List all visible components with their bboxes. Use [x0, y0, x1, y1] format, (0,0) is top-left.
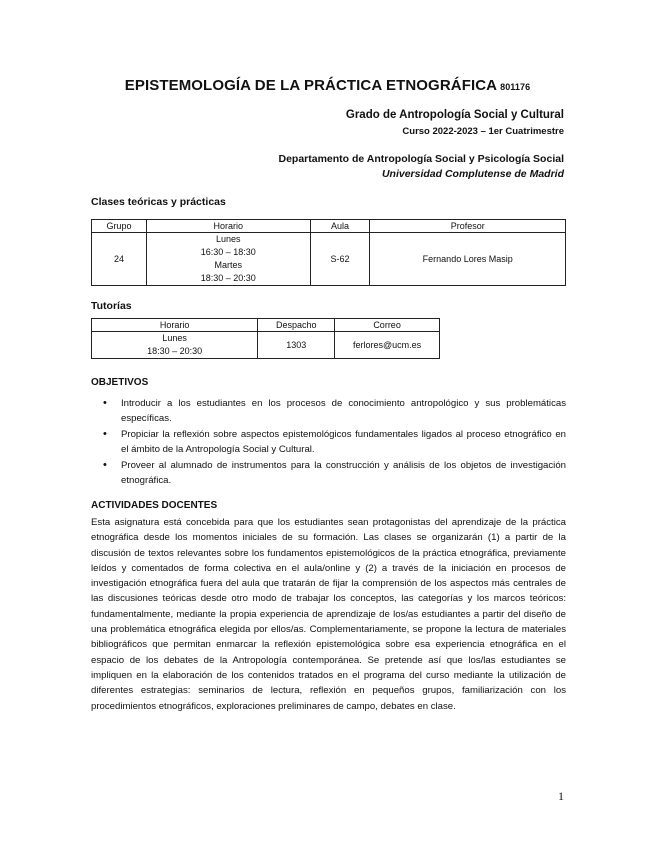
- col-header-grupo: Grupo: [92, 220, 147, 233]
- horario-day-1: Lunes: [215, 234, 241, 244]
- objetivos-list: [91, 396, 566, 489]
- university-name: Universidad Complutense de Madrid: [381, 168, 564, 180]
- col-header-profesor: Profesor: [370, 220, 566, 233]
- tutoria-day: Lunes: [162, 333, 187, 343]
- bullet-icon: •: [103, 428, 107, 440]
- col-header-horario: Horario: [146, 220, 310, 233]
- actividades-heading: ACTIVIDADES DOCENTES: [91, 500, 218, 511]
- cell-profesor: Fernando Lores Masip: [370, 233, 566, 286]
- tutorias-heading: Tutorías: [91, 300, 132, 312]
- horario-day-2: Martes: [214, 260, 242, 270]
- table-header-row: [92, 220, 566, 233]
- list-item: [91, 396, 566, 426]
- cell-horario: [146, 233, 310, 286]
- objetivos-heading: OBJETIVOS: [91, 377, 149, 388]
- course-code: 801176: [500, 82, 531, 92]
- list-item-text: Introducir a los estudiantes en los procesos de conocimiento antropológico y sus problemáticas específicas.: [121, 398, 566, 424]
- table-header-row: [92, 319, 440, 332]
- actividades-paragraph: Esta asignatura está concebida para que los estudiantes sean protagonistas del aprendizaje de la práctica etnográfica desde los momentos iniciales de su formación. Las clases se organizarán (1) a partir de la discusión de textos relevantes sobre los fundamentos epistemológicos de la práctica etnográfica, previamente leídos y comentados de forma colectiva en el aula/online y (2) a través de la iniciación en procesos de investigación etnográfica fuera del aula que tratarán de fijar la comprensión de los aspectos más centrales de las discusiones teóricas desde otro modo de trabajar los conceptos, las categorías y los marcos teóricos: fundamentalmente, mediante la propia experiencia de aprendizaje de los/as estudiantes a partir del diseño de una problemática etnográfica elegida por ellos/as. Complementariamente, se propone la lectura de materiales bibliográficos que permitan enmarcar la reflexión epistemológica sobre esa experiencia etnográfica en el espacio de los debates de la Antropología contemporánea. Se pretende así que los/las estudiantes se impliquen en la elaboración de los contenidos tratados en el programa del curso mediante la utilización de diferentes estrategias: seminarios de lectura, reflexión en pequeños grupos, familiarización con los procedimientos etnográficos, exploraciones preliminares de campo, debates en clase.: [91, 517, 566, 712]
- tutorias-table: [91, 318, 440, 359]
- page-number: 1: [558, 789, 564, 803]
- list-item: [91, 458, 566, 488]
- table-row: [92, 332, 440, 359]
- bullet-icon: •: [103, 459, 107, 471]
- cell-horario: [92, 332, 258, 359]
- col-header-despacho: Despacho: [258, 319, 335, 332]
- table-row: [92, 233, 566, 286]
- list-item-text: Proveer al alumnado de instrumentos para la construcción y análisis de los objetos de investigación etnográfica.: [121, 460, 566, 486]
- degree-name: Grado de Antropología Social y Cultural: [345, 109, 564, 121]
- course-title: EPISTEMOLOGÍA DE LA PRÁCTICA ETNOGRÁFICA: [124, 77, 498, 94]
- clases-heading: Clases teóricas y prácticas: [91, 196, 226, 208]
- cell-correo: ferlores@ucm.es: [335, 332, 440, 359]
- horario-time-2: 18:30 – 20:30: [200, 273, 256, 283]
- cell-despacho: 1303: [258, 332, 335, 359]
- list-item: [91, 427, 566, 457]
- clases-table: [91, 219, 566, 286]
- col-header-correo: Correo: [335, 319, 440, 332]
- tutoria-time: 18:30 – 20:30: [147, 346, 203, 356]
- cell-grupo: 24: [92, 233, 147, 286]
- col-header-horario: Horario: [92, 319, 258, 332]
- list-item-text: Propiciar la reflexión sobre aspectos epistemológicos fundamentales ligados al proceso etnográfico en el ámbito de la Antropología Social y Cultural.: [121, 429, 566, 455]
- bullet-icon: •: [103, 397, 107, 409]
- page-title: [0, 77, 655, 94]
- horario-time-1: 16:30 – 18:30: [200, 247, 256, 257]
- department-name: Departamento de Antropología Social y Psicología Social: [278, 153, 564, 165]
- cell-aula: S-62: [310, 233, 370, 286]
- col-header-aula: Aula: [310, 220, 370, 233]
- course-year: Curso 2022-2023 – 1er Cuatrimestre: [402, 126, 564, 137]
